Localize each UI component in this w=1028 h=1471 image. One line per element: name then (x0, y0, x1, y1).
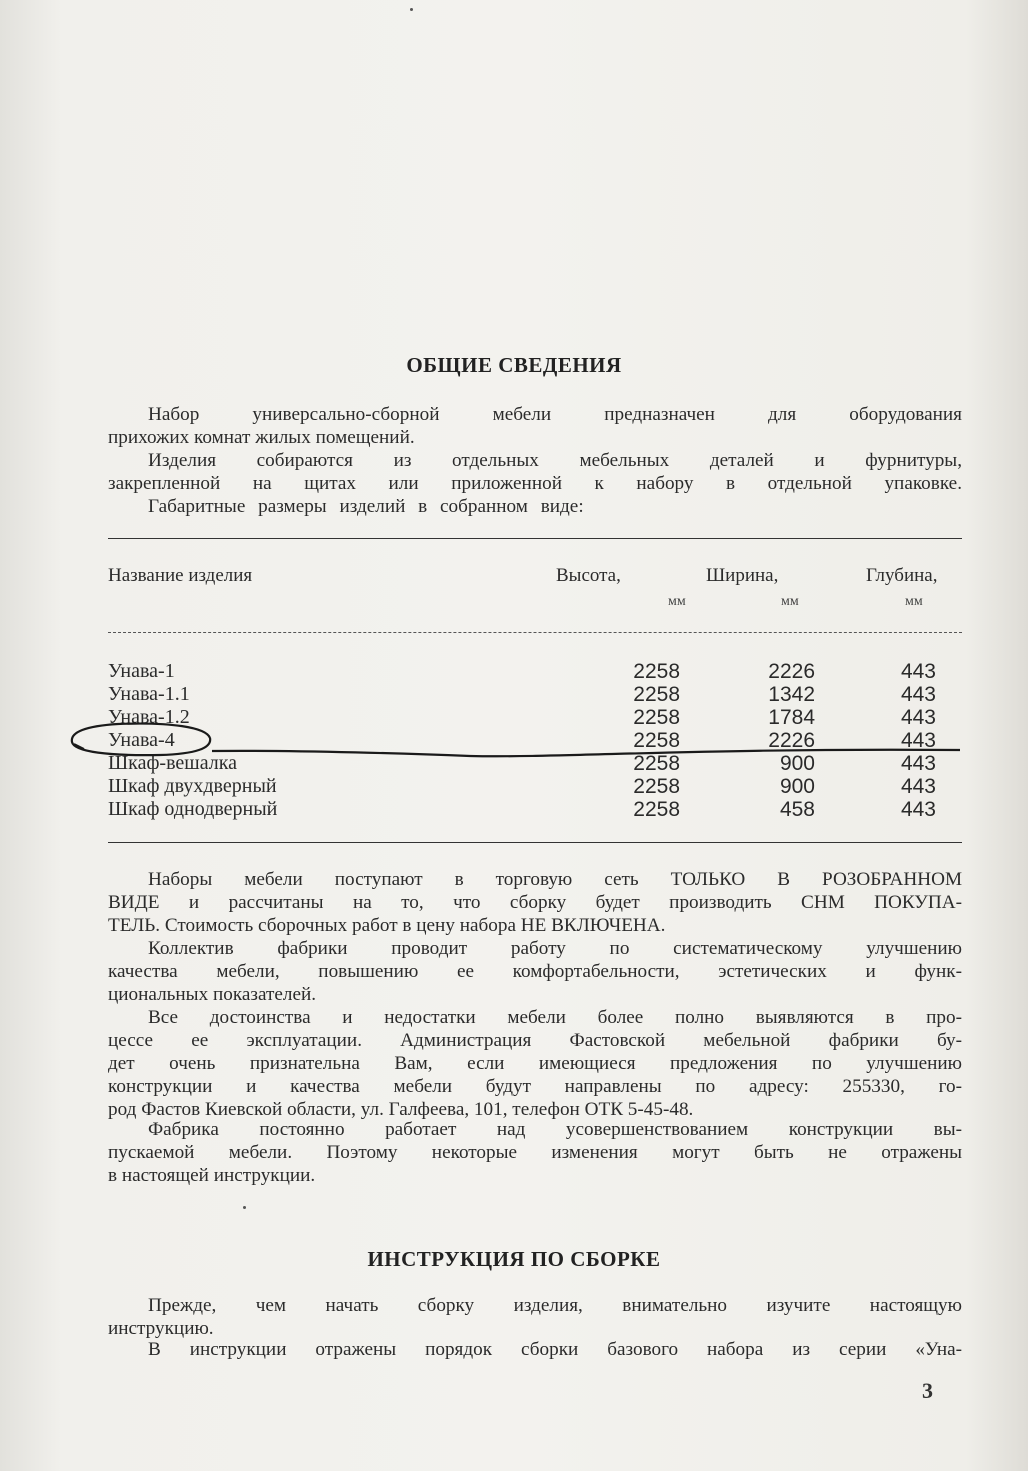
cell-width: 2226 (768, 729, 815, 752)
table-row (0, 775, 1028, 798)
assembly-paragraph (108, 1338, 962, 1361)
body-line: цессе ее эксплуатации. Администрация Фастовской мебельной фабрики бу- (108, 1030, 962, 1051)
intro-line: Габаритные размеры изделий в собранном виде: (148, 496, 584, 517)
cell-depth: 443 (900, 752, 936, 775)
table-row (0, 752, 1028, 775)
cell-height: 2258 (633, 752, 680, 775)
column-header-name: Название изделия (108, 565, 253, 586)
body-line: качества мебели, повышению ее комфортабельности, эстетических и функ- (108, 961, 962, 982)
body-line: Фабрика постоянно работает над усовершенствованием конструкции вы- (148, 1119, 962, 1140)
body-line: Все достоинства и недостатки мебели более полно выявляются в про- (148, 1007, 962, 1028)
cell-width: 1784 (768, 706, 815, 729)
cell-height: 2258 (633, 683, 680, 706)
unit-depth: мм (905, 594, 923, 609)
intro-line: Изделия собираются из отдельных мебельных деталей и фурнитуры, (148, 450, 962, 471)
table-row-highlighted (0, 729, 1028, 752)
body-line: в настоящей инструкции. (108, 1165, 316, 1186)
cell-depth: 443 (900, 775, 936, 798)
body-line: Наборы мебели поступают в торговую сеть ТОЛЬКО В РОЗОБРАННОМ (148, 869, 962, 890)
assembly-line: В инструкции отражены порядок сборки базового набора из серии «Уна- (148, 1339, 962, 1360)
cell-width: 2226 (768, 660, 815, 683)
intro-paragraph (108, 403, 962, 518)
assembly-paragraph (108, 1294, 962, 1340)
body-paragraph (108, 1006, 962, 1121)
cell-width: 458 (779, 798, 815, 821)
cell-name: Шкаф однодверный (108, 798, 278, 820)
intro-line: закрепленной на щитах или приложенной к набору в отдельной упаковке. (108, 473, 962, 494)
cell-depth: 443 (900, 683, 936, 706)
cell-height: 2258 (633, 775, 680, 798)
cell-width: 900 (779, 752, 815, 775)
cell-height: 2258 (633, 729, 680, 752)
cell-width: 900 (779, 775, 815, 798)
cell-name: Шкаф-вешалка (108, 752, 238, 774)
body-line: Коллектив фабрики проводит работу по систематическому улучшению (148, 938, 962, 959)
intro-line: прихожих комнат жилых помещений. (108, 427, 415, 448)
cell-name: Унава-4 (108, 729, 175, 751)
table-bottom-rule (108, 842, 962, 843)
cell-width: 1342 (768, 683, 815, 706)
body-paragraph (108, 1118, 962, 1187)
cell-depth: 443 (900, 706, 936, 729)
body-line: дет очень признательна Вам, если имеющиеся предложения по улучшению (108, 1053, 962, 1074)
ink-speck (243, 1206, 246, 1209)
cell-depth: 443 (900, 729, 936, 752)
cell-depth: 443 (900, 798, 936, 821)
body-line: циональных показателей. (108, 984, 317, 1005)
column-header-height: Высота, (556, 565, 621, 586)
unit-height: мм (668, 594, 686, 609)
body-line: ВИДЕ и рассчитаны на то, что сборку будет производить СНМ ПОКУПА- (108, 892, 962, 913)
cell-height: 2258 (633, 660, 680, 683)
body-line: пускаемой мебели. Поэтому некоторые изменения могут быть не отражены (108, 1142, 962, 1163)
cell-name: Унава-1.2 (108, 706, 190, 728)
section-title-assembly: ИНСТРУКЦИЯ ПО СБОРКЕ (367, 1247, 661, 1271)
table-row (0, 706, 1028, 729)
cell-name: Унава-1 (108, 660, 175, 682)
column-header-width: Ширина, (706, 565, 779, 586)
page-number: 3 (922, 1378, 933, 1403)
assembly-line: инструкцию. (108, 1318, 214, 1339)
body-paragraph (108, 937, 962, 1006)
assembly-line: Прежде, чем начать сборку изделия, внимательно изучите настоящую (148, 1295, 962, 1316)
cell-name: Шкаф двухдверный (108, 775, 277, 797)
cell-name: Унава-1.1 (108, 683, 190, 705)
body-line: конструкции и качества мебели будут направлены по адресу: 255330, го- (108, 1076, 962, 1097)
intro-line: Набор универсально-сборной мебели предназначен для оборудования (148, 404, 962, 425)
body-paragraph (108, 868, 962, 937)
cell-height: 2258 (633, 706, 680, 729)
unit-width: мм (781, 594, 799, 609)
table-row (0, 683, 1028, 706)
table-header-rule (108, 632, 962, 633)
body-line: род Фастов Киевской области, ул. Галфеева, 101, телефон ОТК 5-45-48. (108, 1099, 694, 1120)
cell-depth: 443 (900, 660, 936, 683)
table-row (0, 798, 1028, 821)
body-line: ТЕЛЬ. Стоимость сборочных работ в цену набора НЕ ВКЛЮЧЕНА. (108, 915, 666, 936)
ink-speck (410, 8, 413, 11)
table-top-rule (108, 538, 962, 539)
table-row (0, 660, 1028, 683)
cell-height: 2258 (633, 798, 680, 821)
column-header-depth: Глубина, (866, 565, 938, 586)
section-title-general: ОБЩИЕ СВЕДЕНИЯ (406, 353, 622, 377)
